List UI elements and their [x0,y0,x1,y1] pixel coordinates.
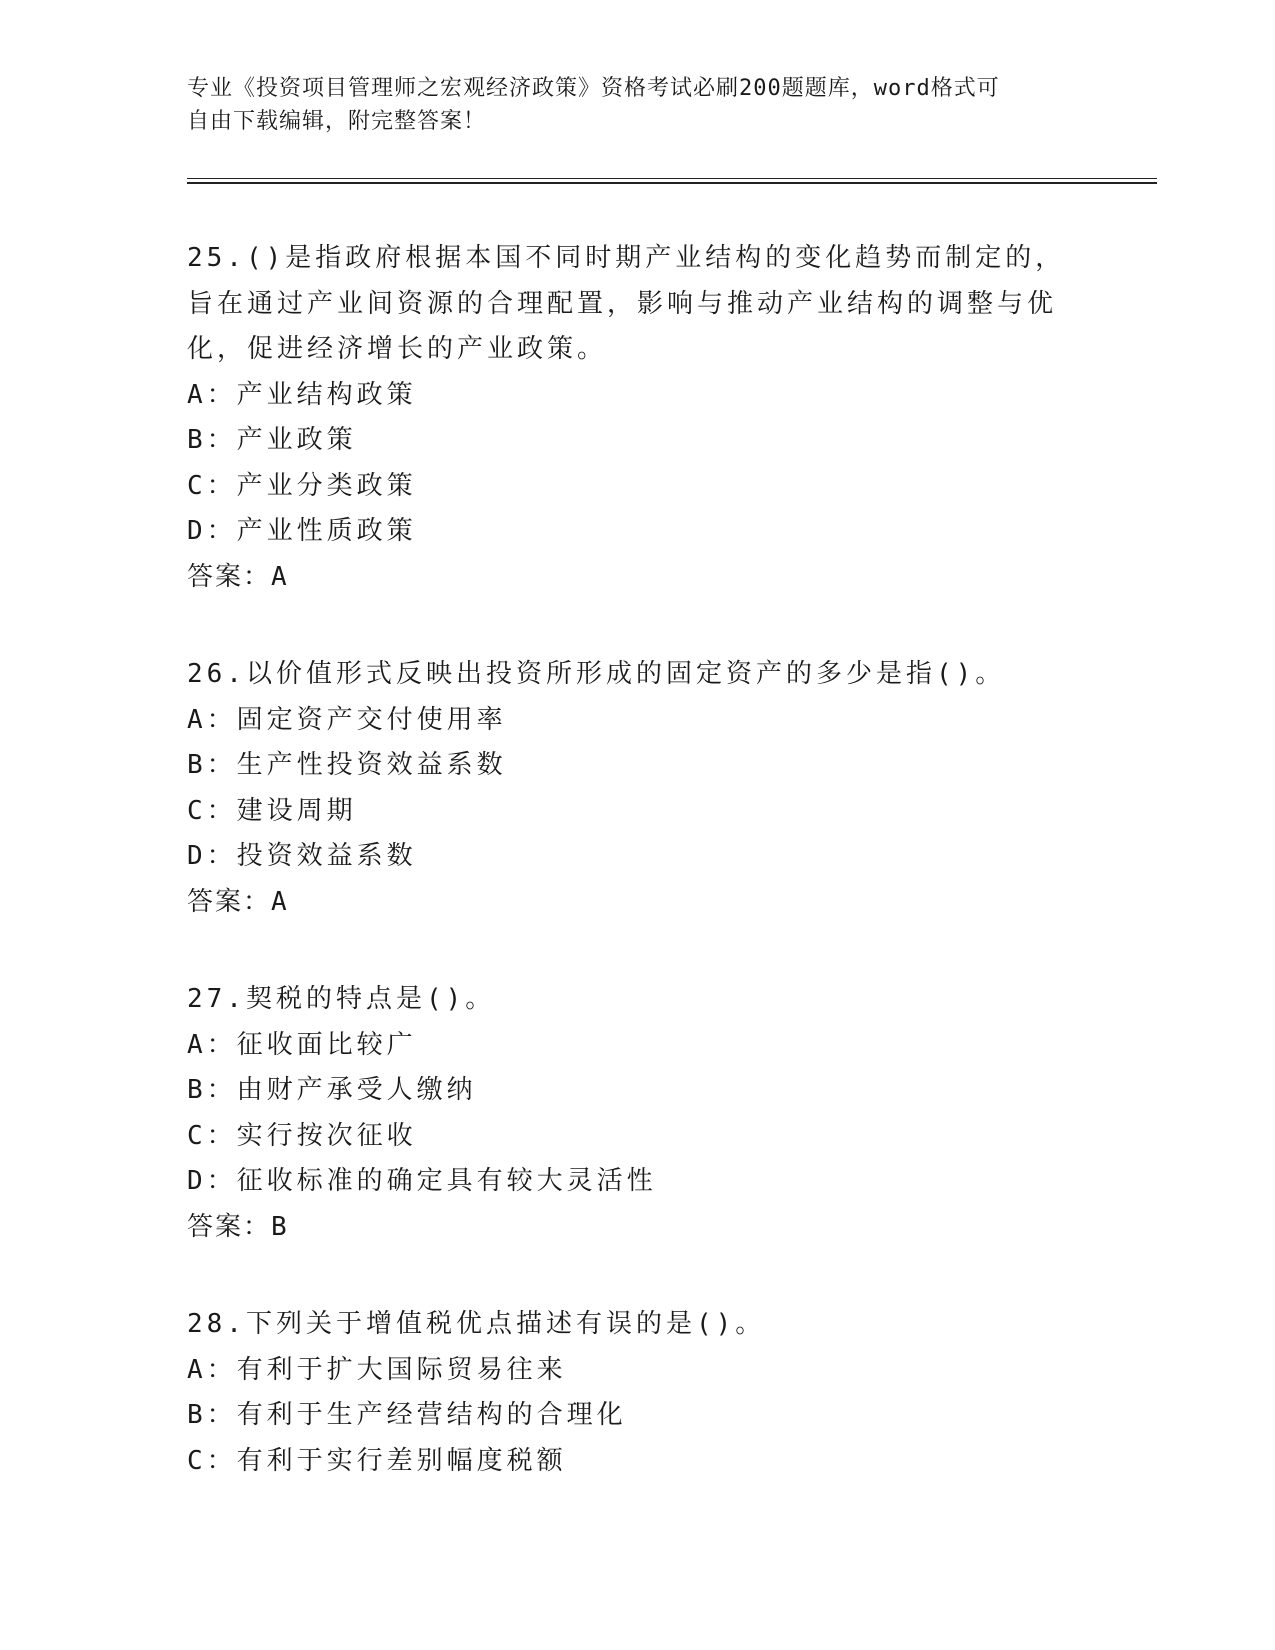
option-a: A：征收面比较广 [187,1029,417,1060]
question-stem: 26.以价值形式反映出投资所形成的固定资产的多少是指()。 [187,659,1006,689]
question-26 [187,652,1157,925]
option-c: C：实行按次征收 [187,1120,417,1151]
question-25 [187,236,1157,600]
header-line-2: 自由下载编辑，附完整答案！ [187,109,487,134]
answer: 答案：A [187,561,289,592]
option-c: C：产业分类政策 [187,470,417,501]
question-stem: 25.()是指政府根据本国不同时期产业结构的变化趋势而制定的，旨在通过产业间资源的合理配置，影响与推动产业结构的调整与优化，促进经济增长的产业政策。 [187,243,1066,364]
option-b: B：由财产承受人缴纳 [187,1075,477,1105]
option-d: D：征收标准的确定具有较大灵活性 [187,1166,657,1196]
question-stem: 28.下列关于增值税优点描述有误的是()。 [187,1309,766,1339]
header-line-1: 专业《投资项目管理师之宏观经济政策》资格考试必刷200题题库，word格式可 [187,76,1000,101]
option-a: A：有利于扩大国际贸易往来 [187,1354,567,1385]
option-d: D：产业性质政策 [187,516,417,546]
question-list [187,236,1157,1536]
question-stem: 27.契税的特点是()。 [187,984,496,1014]
option-a: A：产业结构政策 [187,379,417,410]
question-27 [187,977,1157,1250]
option-b: B：产业政策 [187,425,357,455]
option-a: A：固定资产交付使用率 [187,704,507,735]
option-c: C：有利于实行差别幅度税额 [187,1445,567,1476]
answer: 答案：B [187,1211,289,1242]
header-divider [187,178,1157,184]
question-28 [187,1302,1157,1484]
document-header [187,72,1067,138]
option-b: B：有利于生产经营结构的合理化 [187,1400,627,1430]
option-b: B：生产性投资效益系数 [187,750,507,780]
option-c: C：建设周期 [187,795,357,826]
answer: 答案：A [187,886,289,917]
option-d: D：投资效益系数 [187,841,417,871]
